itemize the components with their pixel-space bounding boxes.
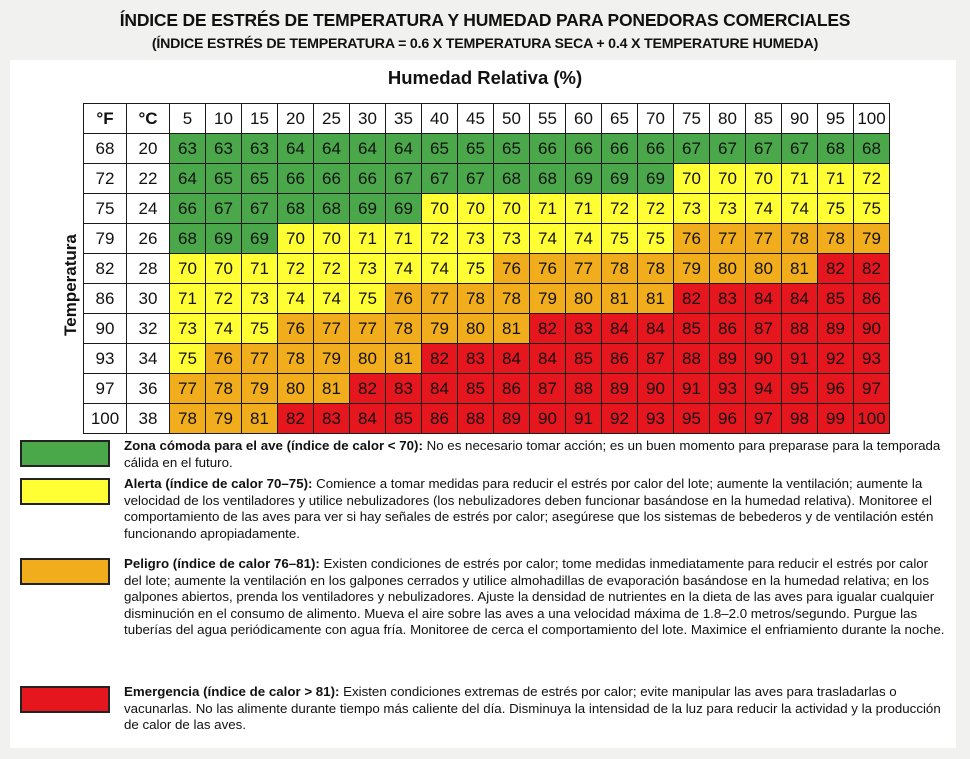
- humidity-tick-label: 80: [710, 104, 746, 134]
- heat-index-cell: 82: [854, 254, 890, 284]
- heat-index-cell: 93: [638, 404, 674, 434]
- temp-f-label: 100: [84, 404, 127, 434]
- heat-index-cell: 81: [782, 254, 818, 284]
- heat-index-cell: 66: [314, 164, 350, 194]
- heat-index-cell: 76: [206, 344, 242, 374]
- temp-f-label: 75: [84, 194, 127, 224]
- humidity-tick-label: 35: [386, 104, 422, 134]
- heat-index-cell: 73: [242, 284, 278, 314]
- heat-index-cell: 77: [422, 284, 458, 314]
- heat-index-cell: 87: [530, 374, 566, 404]
- heat-index-cell: 89: [818, 314, 854, 344]
- heat-index-cell: 67: [746, 134, 782, 164]
- legend-description: No es necesario tomar acción; es un buen momento para preparase para la temporada cálida en el futuro.: [124, 438, 941, 470]
- heat-index-cell: 83: [566, 314, 602, 344]
- heat-index-cell: 86: [854, 284, 890, 314]
- heat-index-cell: 66: [170, 194, 206, 224]
- heat-index-cell: 79: [422, 314, 458, 344]
- legend-swatch-yellow: [20, 478, 110, 505]
- heat-index-cell: 69: [602, 164, 638, 194]
- heat-index-cell: 69: [242, 224, 278, 254]
- heat-index-cell: 69: [206, 224, 242, 254]
- heat-index-cell: 75: [638, 224, 674, 254]
- heat-index-cell: 64: [314, 134, 350, 164]
- heat-index-cell: 86: [494, 374, 530, 404]
- heat-index-cell: 96: [818, 374, 854, 404]
- heat-index-cell: 82: [422, 344, 458, 374]
- heat-index-cell: 79: [206, 404, 242, 434]
- chart-subtitle: (ÍNDICE ESTRÉS DE TEMPERATURA = 0.6 X TEMPERATURA SECA + 0.4 X TEMPERATURE HUMEDA): [151, 36, 819, 52]
- temp-c-label: 26: [127, 224, 170, 254]
- temp-c-label: 36: [127, 374, 170, 404]
- heat-index-cell: 89: [710, 344, 746, 374]
- heat-index-cell: 84: [530, 344, 566, 374]
- heat-index-cell: 74: [566, 224, 602, 254]
- heat-index-cell: 85: [674, 314, 710, 344]
- heat-index-cell: 77: [746, 224, 782, 254]
- heat-index-cell: 75: [458, 254, 494, 284]
- heat-index-cell: 84: [494, 344, 530, 374]
- legend-description: Comience a tomar medidas para reducir el estrés por calor del lote; aumente la ventilación; aumente la velocidad de los ventiladores y utilice nebulizadores (los nebulizadores deben funcionar basándose en la humedad relativa). Monitoree el comportamiento de las aves para ver si hay señales de estrés por calor; asegúrese que los sistemas de bebederos y de ventilación estén funcionando apropiadamente.: [124, 476, 934, 541]
- heat-index-cell: 88: [458, 404, 494, 434]
- heat-index-cell: 79: [242, 374, 278, 404]
- heat-index-cell: 68: [314, 194, 350, 224]
- heat-index-cell: 95: [674, 404, 710, 434]
- heat-index-cell: 71: [170, 284, 206, 314]
- heat-index-cell: 78: [818, 224, 854, 254]
- heat-index-cell: 74: [530, 224, 566, 254]
- heat-index-cell: 90: [638, 374, 674, 404]
- heat-index-cell: 82: [530, 314, 566, 344]
- heat-index-cell: 70: [170, 254, 206, 284]
- heat-index-cell: 78: [782, 224, 818, 254]
- heat-index-cell: 70: [746, 164, 782, 194]
- heat-index-cell: 70: [710, 164, 746, 194]
- heat-index-cell: 68: [494, 164, 530, 194]
- temp-f-label: 86: [84, 284, 127, 314]
- table-row: [84, 344, 890, 374]
- heat-index-cell: 75: [854, 194, 890, 224]
- heat-index-cell: 67: [206, 194, 242, 224]
- heat-index-cell: 76: [494, 254, 530, 284]
- heat-index-cell: 66: [350, 164, 386, 194]
- heat-index-cell: 67: [242, 194, 278, 224]
- heat-index-cell: 82: [350, 374, 386, 404]
- humidity-tick-label: 60: [566, 104, 602, 134]
- heat-index-cell: 80: [746, 254, 782, 284]
- legend-swatch-green: [20, 440, 110, 467]
- heat-index-cell: 73: [458, 224, 494, 254]
- heat-index-cell: 79: [854, 224, 890, 254]
- heat-index-cell: 76: [674, 224, 710, 254]
- heat-index-cell: 65: [422, 134, 458, 164]
- temp-c-label: 34: [127, 344, 170, 374]
- heat-index-cell: 96: [710, 404, 746, 434]
- heat-index-cell: 73: [350, 254, 386, 284]
- legend-title: Emergencia (índice de calor > 81):: [124, 684, 340, 699]
- heat-index-cell: 87: [746, 314, 782, 344]
- heat-index-cell: 85: [566, 344, 602, 374]
- table-row: [84, 134, 890, 164]
- heat-index-cell: 71: [530, 194, 566, 224]
- heat-index-cell: 73: [710, 194, 746, 224]
- humidity-tick-label: 5: [170, 104, 206, 134]
- humidity-tick-label: 40: [422, 104, 458, 134]
- heat-index-cell: 77: [242, 344, 278, 374]
- heat-index-cell: 88: [674, 344, 710, 374]
- heat-index-cell: 64: [278, 134, 314, 164]
- heat-index-cell: 78: [170, 404, 206, 434]
- heat-index-cell: 86: [602, 344, 638, 374]
- heat-index-cell: 71: [818, 164, 854, 194]
- heat-index-cell: 81: [314, 374, 350, 404]
- heat-index-cell: 80: [278, 374, 314, 404]
- legend-description: Existen condiciones extremas de estrés por calor; evite manipular las aves para trasladarlas o vacunarlas. No las alimente durante tiempo más caliente del día. Disminuya la intensidad de la luz para reducir la actividad y la producción de calor de las aves.: [124, 684, 941, 733]
- heat-index-cell: 72: [602, 194, 638, 224]
- heat-index-cell: 91: [566, 404, 602, 434]
- humidity-tick-label: 30: [350, 104, 386, 134]
- table-row: [84, 254, 890, 284]
- heat-index-cell: 69: [566, 164, 602, 194]
- heat-index-cell: 85: [386, 404, 422, 434]
- heat-index-cell: 65: [206, 164, 242, 194]
- heat-index-cell: 74: [314, 284, 350, 314]
- table-row: [84, 404, 890, 434]
- table-row: [84, 194, 890, 224]
- humidity-tick-label: 10: [206, 104, 242, 134]
- heat-index-cell: 73: [170, 314, 206, 344]
- chart-title: ÍNDICE DE ESTRÉS DE TEMPERATURA Y HUMEDAD PARA PONEDORAS COMERCIALES: [119, 10, 851, 30]
- heat-index-cell: 81: [386, 344, 422, 374]
- heat-index-cell: 80: [350, 344, 386, 374]
- humidity-tick-label: 70: [638, 104, 674, 134]
- table-row: [84, 374, 890, 404]
- heat-index-cell: 97: [746, 404, 782, 434]
- heat-index-cell: 77: [566, 254, 602, 284]
- heat-index-cell: 72: [278, 254, 314, 284]
- heat-index-cell: 75: [242, 314, 278, 344]
- humidity-tick-label: 15: [242, 104, 278, 134]
- heat-index-cell: 84: [782, 284, 818, 314]
- temp-f-label: 79: [84, 224, 127, 254]
- heat-index-cell: 81: [242, 404, 278, 434]
- heat-index-cell: 77: [314, 314, 350, 344]
- humidity-tick-label: 50: [494, 104, 530, 134]
- heat-index-cell: 64: [386, 134, 422, 164]
- temp-f-label: 93: [84, 344, 127, 374]
- heat-index-cell: 67: [422, 164, 458, 194]
- heat-index-cell: 70: [314, 224, 350, 254]
- header-row: [84, 104, 890, 134]
- heat-index-cell: 91: [674, 374, 710, 404]
- heat-index-cell: 75: [602, 224, 638, 254]
- heat-index-cell: 83: [386, 374, 422, 404]
- heat-index-cell: 63: [242, 134, 278, 164]
- heat-index-cell: 71: [566, 194, 602, 224]
- heat-index-cell: 67: [710, 134, 746, 164]
- heat-index-cell: 98: [782, 404, 818, 434]
- heat-index-cell: 78: [206, 374, 242, 404]
- legend-title: Zona cómoda para el ave (índice de calor < 70):: [124, 438, 423, 453]
- humidity-tick-label: 65: [602, 104, 638, 134]
- heat-index-cell: 74: [782, 194, 818, 224]
- heat-index-cell: 78: [386, 314, 422, 344]
- humidity-tick-label: 45: [458, 104, 494, 134]
- temp-f-label: 97: [84, 374, 127, 404]
- heat-index-cell: 76: [278, 314, 314, 344]
- humidity-tick-label: 85: [746, 104, 782, 134]
- heat-index-cell: 67: [458, 164, 494, 194]
- heat-index-cell: 66: [278, 164, 314, 194]
- heat-index-cell: 74: [386, 254, 422, 284]
- heat-index-cell: 65: [458, 134, 494, 164]
- heat-index-cell: 79: [530, 284, 566, 314]
- heat-index-cell: 88: [566, 374, 602, 404]
- heat-index-cell: 77: [350, 314, 386, 344]
- heat-index-cell: 86: [710, 314, 746, 344]
- heat-index-cell: 81: [602, 284, 638, 314]
- table-row: [84, 284, 890, 314]
- legend-title: Alerta (índice de calor 70–75):: [124, 476, 313, 491]
- heat-index-cell: 72: [854, 164, 890, 194]
- heat-index-cell: 89: [602, 374, 638, 404]
- y-axis-label: Temperatura: [61, 234, 80, 336]
- unit-c-header: °C: [127, 104, 170, 134]
- heat-index-cell: 89: [494, 404, 530, 434]
- humidity-tick-label: 75: [674, 104, 710, 134]
- heat-index-cell: 83: [458, 344, 494, 374]
- heat-index-cell: 72: [206, 284, 242, 314]
- heat-index-cell: 74: [746, 194, 782, 224]
- heat-index-cell: 75: [170, 344, 206, 374]
- heat-index-cell: 74: [422, 254, 458, 284]
- heat-index-cell: 66: [566, 134, 602, 164]
- heat-index-cell: 66: [638, 134, 674, 164]
- table-row: [84, 314, 890, 344]
- heat-index-cell: 85: [458, 374, 494, 404]
- heat-index-cell: 69: [638, 164, 674, 194]
- heat-index-cell: 90: [854, 314, 890, 344]
- heat-index-cell: 92: [818, 344, 854, 374]
- temp-c-label: 30: [127, 284, 170, 314]
- temp-f-label: 72: [84, 164, 127, 194]
- heat-index-cell: 74: [206, 314, 242, 344]
- temp-c-label: 20: [127, 134, 170, 164]
- temp-f-label: 90: [84, 314, 127, 344]
- heat-index-cell: 81: [494, 314, 530, 344]
- heat-index-cell: 67: [782, 134, 818, 164]
- table-row: [84, 224, 890, 254]
- heat-index-cell: 70: [458, 194, 494, 224]
- heat-index-cell: 66: [602, 134, 638, 164]
- heat-index-cell: 82: [278, 404, 314, 434]
- heat-index-cell: 64: [350, 134, 386, 164]
- heat-index-cell: 68: [170, 224, 206, 254]
- heat-index-cell: 77: [710, 224, 746, 254]
- humidity-tick-label: 25: [314, 104, 350, 134]
- heat-index-cell: 99: [818, 404, 854, 434]
- temp-c-label: 28: [127, 254, 170, 284]
- heat-index-cell: 92: [602, 404, 638, 434]
- legend-swatch-orange: [20, 558, 110, 585]
- heat-index-cell: 84: [602, 314, 638, 344]
- heat-index-cell: 67: [386, 164, 422, 194]
- heat-index-cell: 76: [386, 284, 422, 314]
- temp-c-label: 38: [127, 404, 170, 434]
- heat-index-cell: 72: [422, 224, 458, 254]
- heat-index-cell: 90: [746, 344, 782, 374]
- heat-index-cell: 65: [494, 134, 530, 164]
- heat-index-cell: 74: [278, 284, 314, 314]
- heat-index-cell: 84: [350, 404, 386, 434]
- heat-index-cell: 90: [530, 404, 566, 434]
- heat-index-cell: 69: [350, 194, 386, 224]
- heat-index-cell: 70: [206, 254, 242, 284]
- heat-index-cell: 68: [530, 164, 566, 194]
- heat-index-cell: 73: [494, 224, 530, 254]
- humidity-tick-label: 95: [818, 104, 854, 134]
- x-axis-label: Humedad Relativa (%): [387, 67, 583, 88]
- heat-index-cell: 68: [818, 134, 854, 164]
- heat-index-cell: 72: [314, 254, 350, 284]
- heat-index-cell: 85: [818, 284, 854, 314]
- heat-index-cell: 78: [494, 284, 530, 314]
- heat-index-cell: 75: [818, 194, 854, 224]
- temp-f-label: 68: [84, 134, 127, 164]
- heat-index-cell: 77: [170, 374, 206, 404]
- temp-c-label: 32: [127, 314, 170, 344]
- heat-index-cell: 64: [170, 164, 206, 194]
- heat-index-cell: 75: [350, 284, 386, 314]
- heat-index-cell: 84: [422, 374, 458, 404]
- temp-c-label: 24: [127, 194, 170, 224]
- heat-index-cell: 78: [278, 344, 314, 374]
- heat-index-cell: 79: [674, 254, 710, 284]
- heat-index-cell: 70: [422, 194, 458, 224]
- heat-index-cell: 70: [494, 194, 530, 224]
- heat-index-cell: 78: [638, 254, 674, 284]
- humidity-tick-label: 90: [782, 104, 818, 134]
- heat-index-cell: 82: [674, 284, 710, 314]
- heat-index-cell: 84: [746, 284, 782, 314]
- heat-index-cell: 88: [782, 314, 818, 344]
- heat-index-cell: 80: [566, 284, 602, 314]
- heat-index-cell: 71: [782, 164, 818, 194]
- heat-index-cell: 83: [710, 284, 746, 314]
- temp-c-label: 22: [127, 164, 170, 194]
- legend-title: Peligro (índice de calor 76–81):: [124, 556, 320, 571]
- heat-index-cell: 94: [746, 374, 782, 404]
- humidity-tick-label: 55: [530, 104, 566, 134]
- heat-index-cell: 78: [458, 284, 494, 314]
- heat-index-cell: 81: [638, 284, 674, 314]
- heat-index-cell: 66: [530, 134, 566, 164]
- heat-index-cell: 97: [854, 374, 890, 404]
- heat-index-cell: 91: [782, 344, 818, 374]
- heat-index-cell: 73: [674, 194, 710, 224]
- heat-index-cell: 78: [602, 254, 638, 284]
- heat-index-cell: 93: [854, 344, 890, 374]
- heat-index-cell: 100: [854, 404, 890, 434]
- legend-swatch-red: [20, 686, 110, 713]
- heat-index-cell: 63: [170, 134, 206, 164]
- heat-index-cell: 87: [638, 344, 674, 374]
- heat-index-cell: 86: [422, 404, 458, 434]
- heat-index-cell: 82: [818, 254, 854, 284]
- heat-index-table: [83, 103, 890, 434]
- heat-index-cell: 83: [314, 404, 350, 434]
- heat-index-cell: 76: [530, 254, 566, 284]
- heat-index-cell: 80: [458, 314, 494, 344]
- heat-index-cell: 95: [782, 374, 818, 404]
- temp-f-label: 82: [84, 254, 127, 284]
- humidity-tick-label: 100: [854, 104, 890, 134]
- heat-index-cell: 63: [206, 134, 242, 164]
- heat-index-cell: 71: [386, 224, 422, 254]
- table-row: [84, 164, 890, 194]
- legend-description: Existen condiciones de estrés por calor; tome medidas inmediatamente para reducir el estrés por calor del lote; aumente la ventilación en los galpones cerrados y utilice almohadillas de evaporación basándose en la humedad relativa; en los galpones abiertos, prenda los ventiladores y nebulizadores. Ajuste la densidad de nutrientes en la dieta de las aves para igualar cualquier disminución en el consumo de alimento. Mueva el aire sobre las aves a una velocidad máxima de 1.8–2.0 metros/segundo. Purgue las tuberías del agua periódicamente con agua fría. Monitoree de cerca el comportamiento del lote. Maximice el enfriamiento durante la noche.: [124, 556, 945, 638]
- unit-f-header: °F: [84, 104, 127, 134]
- heat-index-cell: 80: [710, 254, 746, 284]
- heat-index-cell: 70: [674, 164, 710, 194]
- heat-index-cell: 65: [242, 164, 278, 194]
- heat-index-cell: 72: [638, 194, 674, 224]
- heat-index-cell: 68: [854, 134, 890, 164]
- heat-index-cell: 67: [674, 134, 710, 164]
- heat-index-cell: 84: [638, 314, 674, 344]
- heat-index-cell: 79: [314, 344, 350, 374]
- heat-index-cell: 68: [278, 194, 314, 224]
- heat-index-cell: 70: [278, 224, 314, 254]
- humidity-tick-label: 20: [278, 104, 314, 134]
- heat-index-cell: 71: [242, 254, 278, 284]
- heat-index-cell: 69: [386, 194, 422, 224]
- heat-index-cell: 93: [710, 374, 746, 404]
- heat-index-cell: 71: [350, 224, 386, 254]
